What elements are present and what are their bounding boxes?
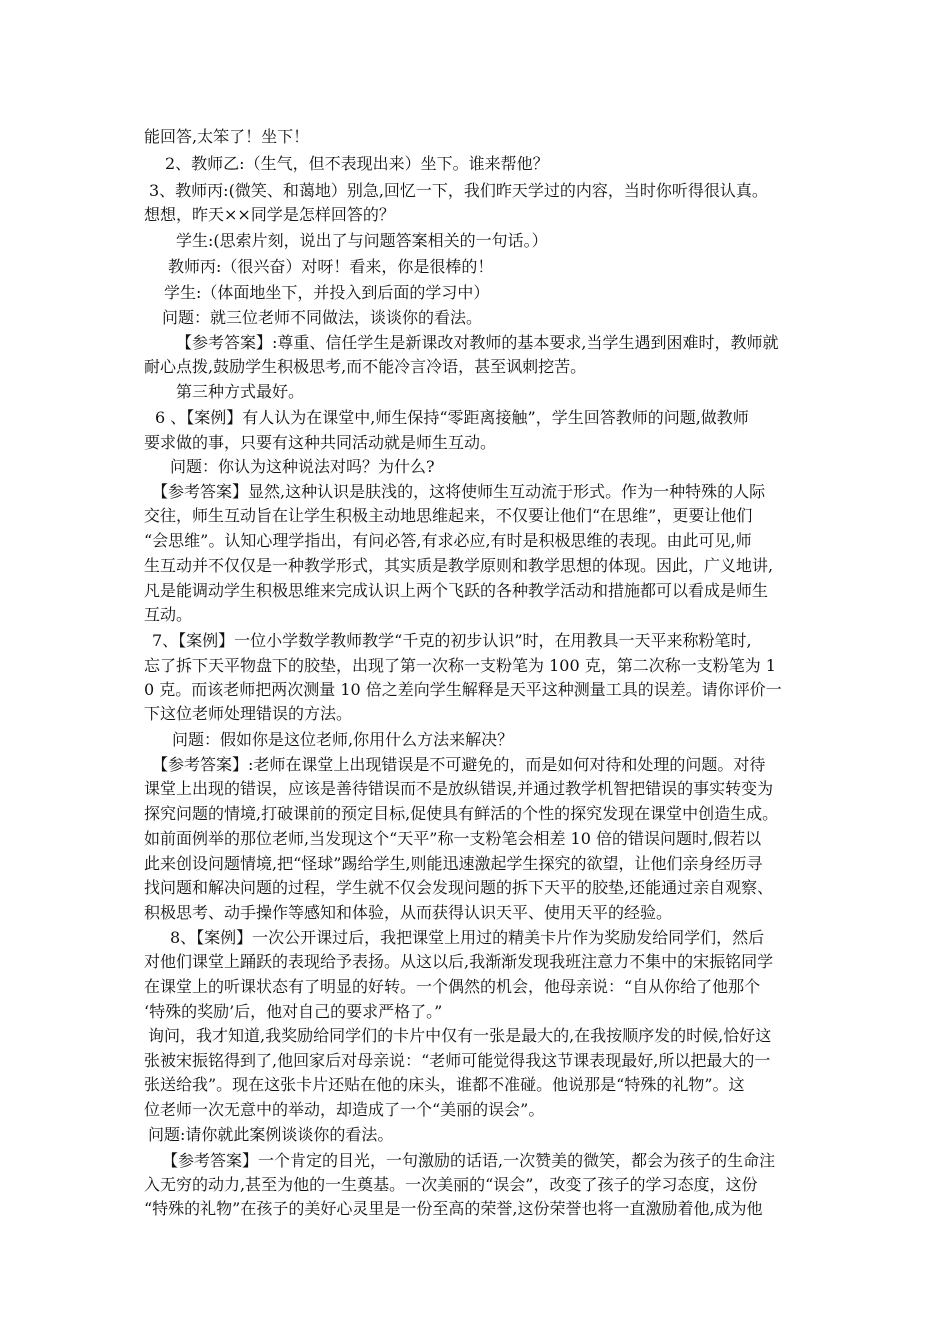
text-line: 7、【案例】一位小学数学教师教学“千克的初步认识”时，在用教具一天平来称粉笔时, [152,631,752,650]
text-line: 对他们课堂上踊跃的表现给予表扬。从这以后,我渐渐发现我班注意力不集中的宋振铭同学 [144,952,774,971]
text-line: 在课堂上的听课状态有了明显的好转。一个偶然的机会，他母亲说：“自从你给了他那个 [144,977,761,996]
text-line: 问题：就三位老师不同做法，谈谈你的看法。 [162,308,483,327]
text-line: 生互动并不仅仅是一种教学形式，其实质是教学原则和教学思想的体现。因此，广义地讲, [144,556,774,575]
text-line: 学生:（体面地坐下，并投入到后面的学习中） [164,283,490,302]
text-line: 交往，师生互动旨在让学生积极主动地思维起来，不仅要让他们“在思维”，更要让他们 [144,506,753,525]
text-line: 积极思考、动手操作等感知和体验，从而获得认识天平、使用天平的经验。 [144,903,673,922]
text-line: 【参考答案】显然,这种认识是肤浅的，这将使师生互动流于形式。作为一种特殊的人际 [152,482,766,501]
text-line: 教师丙:（很兴奋）对呀！看来，你是很棒的！ [168,257,494,276]
text-line: 课堂上出现的错误，应该是善待错误而不是放纵错误,并通过教学机智把错误的事实转变为 [144,779,774,798]
text-line: 问题：假如你是这位老师,你用什么方法来解决？ [172,730,514,749]
text-line: “会思维”。认知心理学指出，有问必答,有求必应,有时是积极思维的表现。由此可见,师 [144,531,752,550]
text-line: 2、教师乙:（生气，但不表现出来）坐下。谁来帮他？ [165,154,549,173]
text-line: 互动。 [144,605,193,624]
text-line: 问题:请你就此案例谈谈你的看法。 [148,1125,394,1144]
text-line: 耐心点拨,鼓励学生积极思考,而不能冷言冷语，甚至讽刺挖苦。 [144,357,587,376]
text-line: 想想，昨天××同学是怎样回答的？ [144,205,395,224]
text-line: 3、教师丙:(微笑、和蔼地）别急,回忆一下，我们昨天学过的内容，当时你听得很认真。 [149,181,768,200]
text-line: 询问，我才知道,我奖励给同学们的卡片中仅有一张是最大的,在我按顺序发的时候,恰好这 [148,1026,772,1045]
text-line: 第三种方式最好。 [176,382,305,401]
text-line: 6 、【案例】有人认为在课堂中,师生保持“零距离接触”，学生回答教师的问题,做教师 [155,408,749,427]
text-line: 问题：你认为这种说法对吗？为什么? [170,457,435,476]
text-line: 忘了拆下天平物盘下的胶垫，出现了第一次称一支粉笔为 100 克，第二次称一支粉笔为 1 [144,656,776,675]
text-line: 张送给我”。现在这张卡片还贴在他的床头，谁都不准碰。他说那是“特殊的礼物”。这 [144,1075,745,1094]
text-line: 【参考答案】一个肯定的目光，一句激励的话语,一次赞美的微笑，都会为孩子的生命注 [162,1151,776,1170]
text-line: 此来创设问题情境,把“怪球”踢给学生,则能迅速激起学生探究的欲望，让他们亲身经历寻 [144,854,763,873]
text-line: 凡是能调动学生积极思维来完成认识上两个飞跃的各种教学活动和措施都可以看成是师生 [144,581,769,600]
text-line: ‘特殊的奖励’后，他对自己的要求严格了。” [144,1002,443,1021]
text-line: 入无穷的动力,甚至为他的一生奠基。一次美丽的“误会”，改变了孩子的学习态度，这份 [144,1175,758,1194]
text-line: 探究问题的情境,打破课前的预定目标,促使具有鲜活的个性的探究发现在课堂中创造生成。 [144,804,779,823]
text-line: 位老师一次无意中的举动，却造成了一个“美丽的误会”。 [144,1100,545,1119]
text-line: 如前面例举的那位老师,当发现这个“天平”称一支粉笔会相差 10 倍的错误问题时,假若以 [144,829,762,848]
text-line: 下这位老师处理错误的方法。 [144,704,353,723]
text-line: 8、【案例】一次公开课过后，我把课堂上用过的精美卡片作为奖励发给同学们，然后 [170,928,765,947]
text-line: “特殊的礼物”在孩子的美好心灵里是一份至高的荣誉,这份荣誉也将一直激励着他,成为他 [144,1199,763,1218]
text-line: 找问题和解决问题的过程，学生就不仅会发现问题的拆下天平的胶垫,还能通过亲自观察、 [144,878,774,897]
text-line: 学生:(思索片刻，说出了与问题答案相关的一句话。） [176,231,548,250]
text-line: 【参考答案】:老师在课堂上出现错误是不可避免的，而是如何对待和处理的问题。对待 [152,755,766,774]
text-line: 【参考答案】:尊重、信任学生是新课改对教师的基本要求,当学生遇到困难时，教师就 [176,333,779,352]
text-line: 能回答,太笨了！坐下！ [144,127,310,146]
text-line: 要求做的事，只要有这种共同活动就是师生互动。 [144,433,497,452]
text-line: 张被宋振铭得到了,他回家后对母亲说：“老师可能觉得我这节课表现最好,所以把最大的一 [144,1051,771,1070]
text-line: 0 克。而该老师把两次测量 10 倍之差向学生解释是天平这种测量工具的误差。请你评价一 [144,680,782,699]
